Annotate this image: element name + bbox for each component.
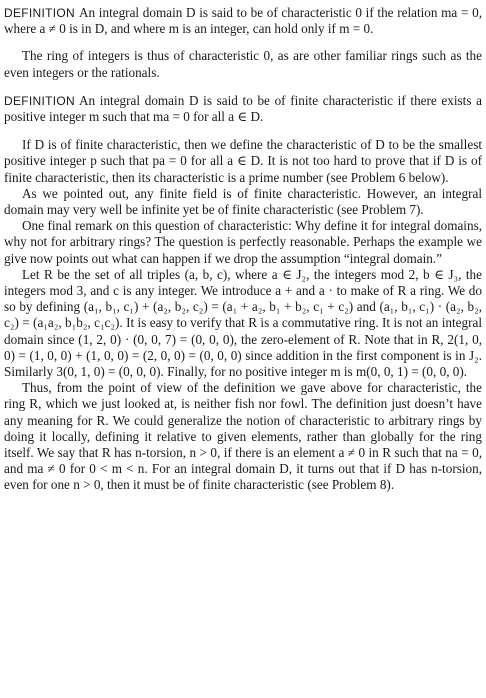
paragraph-torsion: Thus, from the point of view of the definition we gave above for characteristic, the ring R, which we just looked at, is neither fish nor fowl. The definition just doesn’t have any meaning for R. We could generalize the notion of characteristic to arbitrary rings by doing it locally, defining it relative to given elements, rather than globally for the ring itself. We say that R has n-torsion, n > 0, if there is an element a ≠ 0 in R such that na = 0, and ma ≠ 0 for 0 < m < n. For an integral domain D, it turns out that if D has n-torsion, even for one n > 0, then it must be of finite characteristic (see Problem 8). bbox=[4, 380, 482, 493]
paragraph-finite-field: As we pointed out, any finite field is of finite characteristic. However, an integral domain may very well be infinite yet be of finite characteristic (see Problem 7). bbox=[4, 185, 482, 218]
definition-keyword: DEFINITION bbox=[4, 93, 75, 108]
paragraph-triples-example: Let R be the set of all triples (a, b, c), where a ∈ J₂, the integers mod 2, b ∈ J₃, the integers mod 3, and c is any integer. We introduce a + and a · to make of R a ring. We do so by defining (a₁, b₁, c₁) + (a₂, b₂, c₂) = (a₁ + a₂, b₁ + b₂, c₁ + c₂) and (a₁, b₁, c₁) · (a₂, b₂, c₂) = (a₁a₂, b₁b₂, c₁c₂). It is easy to verify that R is a commutative ring. It is not an integral domain since (1, 2, 0) · (0, 0, 7) = (0, 0, 0), the zero-element of R. Note that in R, 2(1, 0, 0) = (1, 0, 0) + (1, 0, 0) = (2, 0, 0) = (0, 0, 0) since addition in the first component is in J₂. Similarly 3(0, 1, 0) = (0, 0, 0). Finally, for no positive integer m is m(0, 0, 1) = (0, 0, 0). bbox=[4, 266, 482, 380]
definition-characteristic-zero bbox=[4, 5, 482, 37]
paragraph-characteristic-prime: If D is of finite characteristic, then we define the characteristic of D to be the smallest positive integer p such that pa = 0 for all a ∈ D. It is not too hard to prove that if D is of finite characteristic, then its characteristic is a prime number (see Problem 6 below). bbox=[4, 137, 482, 185]
definition-finite-characteristic bbox=[4, 93, 482, 125]
paragraph-integers-example: The ring of integers is thus of characteristic 0, as are other familiar rings such as the even integers or the rationals. bbox=[4, 48, 482, 80]
definition-text: An integral domain D is said to be of characteristic 0 if the relation ma = 0, where a ≠ 0 is in D, and where m is an integer, can hold only if m = 0. bbox=[4, 5, 482, 37]
definition-keyword: DEFINITION bbox=[4, 6, 75, 20]
paragraph-final-remark: One final remark on this question of characteristic: Why define it for integral domains, why not for arbitrary rings? The question is perfectly reasonable. Perhaps the example we give now points out what can happen if we drop the assumption “integral domain.” bbox=[4, 218, 482, 266]
definition-text: An integral domain D is said to be of finite characteristic if there exists a positive integer m such that ma = 0 for all a ∈ D. bbox=[4, 92, 482, 125]
